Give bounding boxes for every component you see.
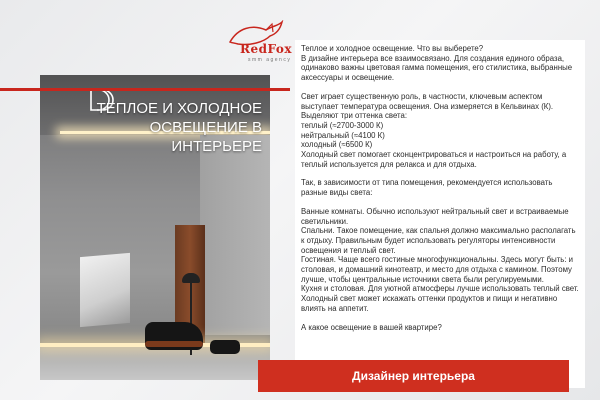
interior-photo [40,75,270,380]
lounge-chair-frame [145,341,203,347]
article-paragraph: теплый (≈2700-3000 К) [301,120,384,130]
article-paragraph: холодный (≈6500 К) [301,140,373,150]
accent-red-line [0,88,290,91]
brand-name: RedFox [240,42,293,56]
article-paragraph: А какое освещение в вашей квартире? [301,322,442,332]
poster-title [40,99,270,156]
article-card [295,40,585,388]
article-paragraph: Кухня и столовая. Для уютной атмосферы лучше использовать теплый свет. Холодный свет может искажать оттенки продуктов и пищи и негативно влиять на аппетит. [301,284,579,313]
article-paragraph: Свет играет существенную роль, в частности, ключевым аспектом выступает температура освещения. Она измеряется в Кельвинах (К). Выделяют три оттенка света: [301,91,554,121]
article-paragraph: В дизайне интерьера все взаимосвязано. Для создания единого образа, одинаково важны цветовая гамма помещения, его стилистика, выбранные аксессуары и освещение. [301,53,573,83]
article-paragraph: Теплое и холодное освещение. Что вы выберете? [301,44,484,53]
poster-title-line: ИНТЕРЬЕРЕ [171,138,262,155]
article-paragraph: Гостиная. Чаще всего гостиные многофункциональны. Здесь могут быть: и столовая, и домашний кинотеатр, и место для отдыха с камином. Поэтому лучше, чтобы центральные источники света были регулируемыми. [301,255,574,284]
article-paragraph: Холодный свет помогает сконцентрироваться и настроиться на работу, а теплый используется для релакса и для отдыха. [301,150,567,169]
article-paragraph: Ванные комнаты. Обычно используют нейтральный свет и встраиваемые светильники. [301,206,569,226]
brand-tagline: smm agency [248,57,292,63]
brand-logo [222,20,302,70]
article-paragraph: Спальни. Такое помещение, как спальня должно максимально располагать к отдыху. Правильным будет использовать регуляторы интенсивности освещения и теплый свет. [301,226,576,255]
wall-painting [80,253,130,327]
cta-label: Дизайнер интерьера [352,369,475,383]
article-paragraph: нейтральный (≈4100 К) [301,130,385,140]
ottoman [210,340,240,354]
poster-title-line: ТЕПЛОЕ И ХОЛОДНОЕ [96,100,262,117]
interior-designer-button[interactable] [258,360,569,392]
article-paragraph: Так, в зависимости от типа помещения, рекомендуется использовать разные виды света: [301,178,553,198]
poster-title-line: ОСВЕЩЕНИЕ В [149,119,262,136]
concrete-wall [200,135,270,335]
